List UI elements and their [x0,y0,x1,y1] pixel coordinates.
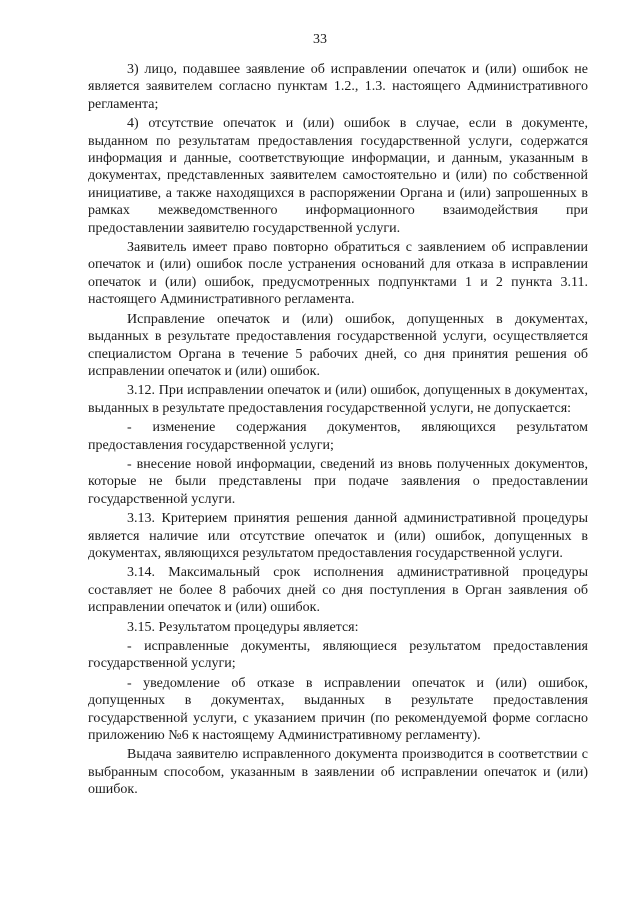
paragraph: Выдача заявителю исправленного документа производится в соответствии с выбранным способом, указанным в заявлении об исправлении опечаток и (или) ошибок. [88,747,588,798]
list-item: - внесение новой информации, сведений из вновь полученных документов, которые не были представлены при подаче заявления о предоставлении государственной услуги. [88,456,588,507]
paragraph: Заявитель имеет право повторно обратиться с заявлением об исправлении опечаток и (или) ошибок после устранения оснований для отказа в исправлении опечаток и (или) ошибок, предусмотренных подпунктами 1 и 2 пункта 3.11. настоящего Административного регламента. [88,240,588,308]
list-item: - изменение содержания документов, являющихся результатом предоставления государственной услуги; [88,420,588,453]
paragraph: 3.15. Результатом процедуры является: [127,619,359,635]
list-item: - уведомление об отказе в исправлении опечаток и (или) ошибок, допущенных в документах, выданных в результате предоставления государственной услуги, с указанием причин (по рекомендуемой форме согласно приложению №6 к настоящему Административному регламенту). [88,675,588,744]
document-body [88,61,588,799]
paragraph: 3.14. Максимальный срок исполнения административной процедуры составляет не более 8 рабочих дней со дня поступления в Орган заявления об исправлении опечаток и (или) ошибок. [88,565,588,616]
paragraph: 3.12. При исправлении опечаток и (или) ошибок, допущенных в документах, выданных в результате предоставления государственной услуги, не допускается: [88,383,588,416]
paragraph: 3.13. Критерием принятия решения данной административной процедуры является наличие или отсутствие опечаток и (или) ошибок, допущенных в документах, являющихся результатом предоставления государственной услуги. [88,511,588,561]
paragraph: Исправление опечаток и (или) ошибок, допущенных в документах, выданных в результате предоставления государственной услуги, осуществляется специалистом Органа в течение 5 рабочих дней, со дня принятия решения об исправлении опечаток и (или) ошибок. [88,311,588,379]
page-number: 33 [313,32,327,47]
paragraph: 4) отсутствие опечаток и (или) ошибок в случае, если в документе, выданном по результатам предоставления государственной услуги, содержатся информация и данные, соответствующие информации, и данным, указанным в документах, представленных заявителем самостоятельно и (или) по собственной инициативе, а также находящихся в распоряжении Органа и (или) запрошенных в рамках межведомственного информационного взаимодействия при предоставлении заявителю государственной услуги. [88,116,588,236]
list-item: - исправленные документы, являющиеся результатом предоставления государственной услуги; [88,639,588,672]
paragraph: 3) лицо, подавшее заявление об исправлении опечаток и (или) ошибок не является заявителем согласно пунктам 1.2., 1.3. настоящего Административного регламента; [88,62,588,112]
